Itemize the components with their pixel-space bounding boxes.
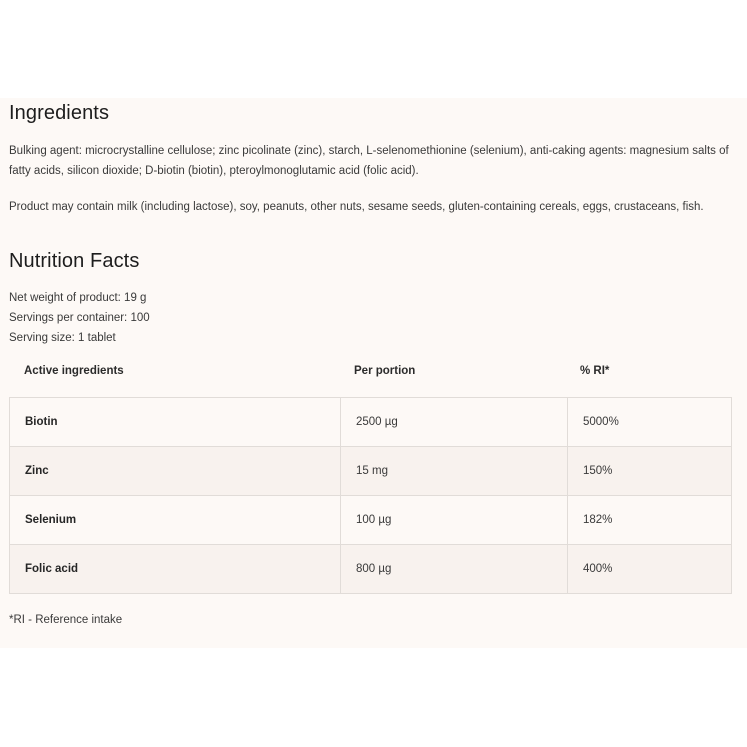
table-row: [10, 545, 732, 594]
servings-per-container: Servings per container: 100: [9, 312, 150, 324]
allergen-text: Product may contain milk (including lactose), soy, peanuts, other nuts, sesame seeds, gluten-containing cereals, eggs, crustaceans, fish.: [9, 201, 704, 213]
ingredient-amount: 800 µg: [341, 545, 568, 594]
ri-footnote: *RI - Reference intake: [9, 614, 123, 626]
ingredient-amount: 100 µg: [341, 496, 568, 545]
ingredient-ri: 182%: [568, 496, 732, 545]
nutrition-table: [9, 397, 732, 594]
column-header-active-ingredients: Active ingredients: [24, 365, 124, 377]
ingredient-name: Zinc: [10, 447, 341, 496]
nutrition-meta: [9, 288, 150, 348]
column-header-per-portion: Per portion: [354, 365, 416, 377]
table-row: [10, 447, 732, 496]
ingredient-ri: 150%: [568, 447, 732, 496]
ingredient-name: Biotin: [10, 398, 341, 447]
ingredient-name: Selenium: [10, 496, 341, 545]
ingredient-ri: 5000%: [568, 398, 732, 447]
table-row: [10, 496, 732, 545]
nutrition-table-header: [9, 363, 732, 383]
column-header-ri: % RI*: [580, 365, 610, 377]
table-row: [10, 398, 732, 447]
ingredients-text: Bulking agent: microcrystalline cellulose; zinc picolinate (zinc), starch, L-selenomethionine (selenium), anti-caking agents: magnesium salts of fatty acids, silicon dioxide; D-biotin (biotin), pteroylmonoglutamic acid (folic acid).: [9, 145, 729, 177]
net-weight: Net weight of product: 19 g: [9, 292, 147, 304]
ingredient-amount: 15 mg: [341, 447, 568, 496]
ingredient-amount: 2500 µg: [341, 398, 568, 447]
product-info-panel: [0, 98, 747, 648]
serving-size: Serving size: 1 tablet: [9, 332, 116, 344]
ingredient-ri: 400%: [568, 545, 732, 594]
ingredient-name: Folic acid: [10, 545, 341, 594]
ingredients-heading: Ingredients: [9, 102, 110, 124]
nutrition-facts-heading: Nutrition Facts: [9, 250, 140, 272]
